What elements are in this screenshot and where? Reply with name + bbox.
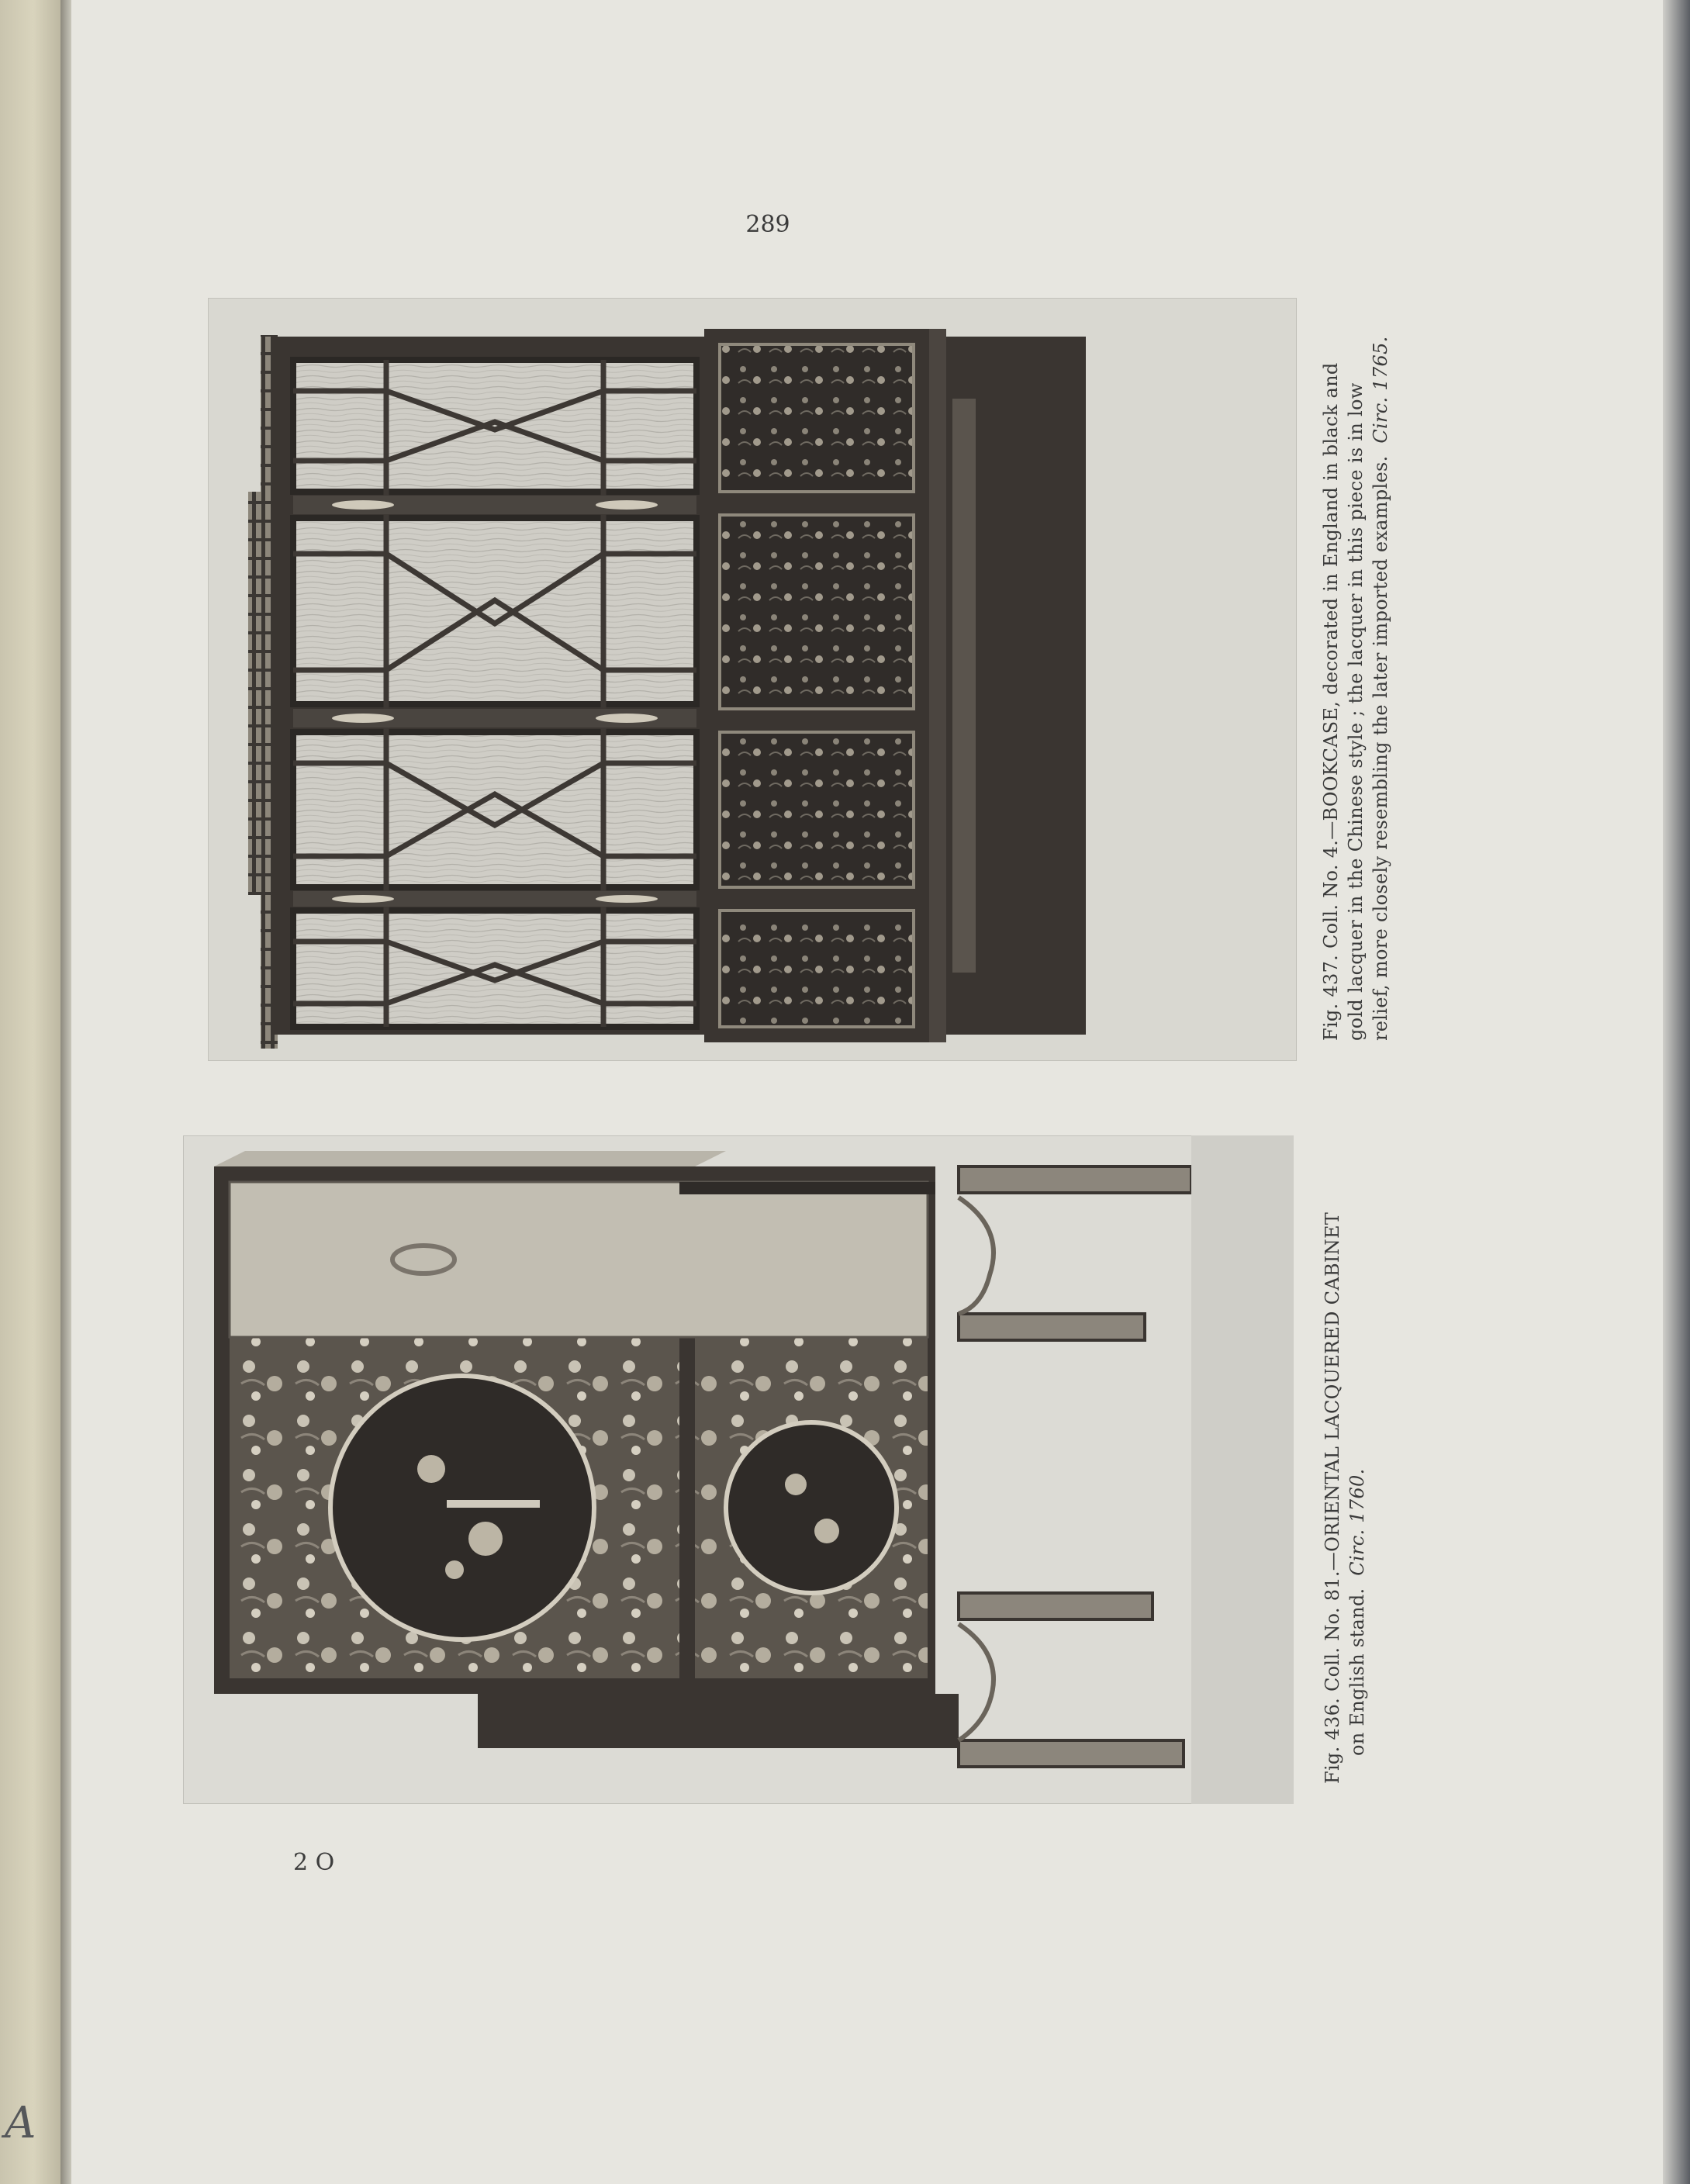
left-page-edge xyxy=(0,0,60,2184)
figure-436-caption-line-1: Fig. 436. Coll. No. 81.—ORIENTAL LACQUERED CABINET xyxy=(1322,1211,1343,1784)
lacquered-panels xyxy=(704,329,946,1042)
pencil-mark: A xyxy=(5,2098,36,2148)
cabinet-photograph xyxy=(183,1135,1294,1804)
figure-437-caption-circa: Circ. 1765. xyxy=(1370,336,1391,444)
figure-437-caption-line-2: gold lacquer in the Chinese style ; the lacquer in this piece is in low xyxy=(1345,382,1367,1041)
bookcase-photograph xyxy=(208,298,1297,1061)
figure-436-caption-line-2: on English stand. xyxy=(1346,1588,1368,1756)
figure-436-caption-circa: Circ. 1760. xyxy=(1346,1468,1368,1576)
figure-437-caption-line-3: relief, more closely resembling the later imported examples. xyxy=(1370,455,1391,1041)
figure-437-caption xyxy=(1318,336,1393,1041)
book-gutter xyxy=(60,0,71,2184)
margin-mark: 2 O xyxy=(293,1849,335,1876)
figure-436-caption xyxy=(1320,1212,1370,1784)
right-page-edge xyxy=(1663,0,1690,2184)
page-number: 289 xyxy=(745,211,790,238)
figure-437-caption-line-1: Fig. 437. Coll. No. 4.—BOOKCASE, decorated in England in black and xyxy=(1320,362,1342,1041)
